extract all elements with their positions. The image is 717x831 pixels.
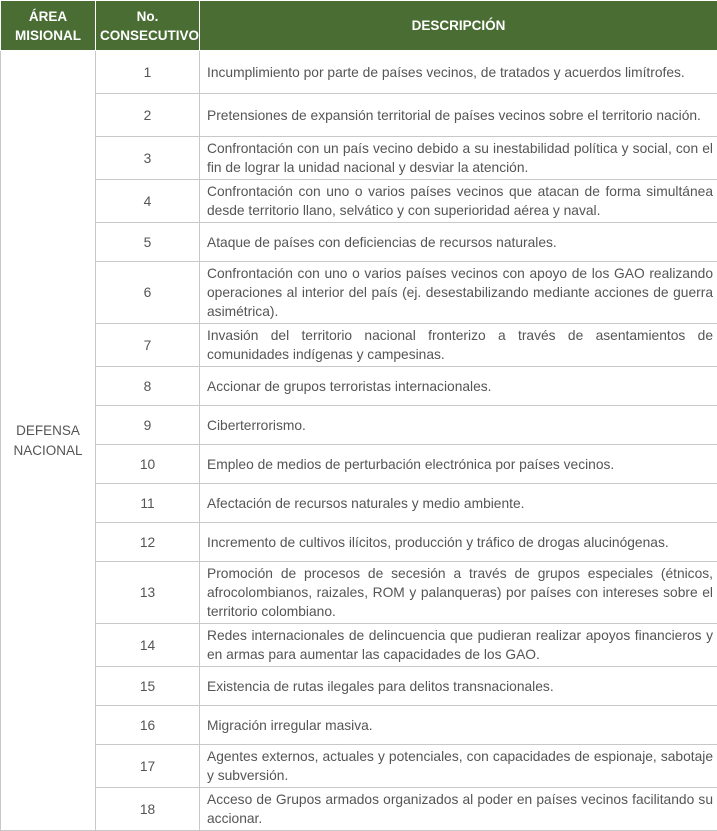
header-descripcion: DESCRIPCIÓN bbox=[200, 1, 717, 51]
row-description: Pretensiones de expansión territorial de países vecinos sobre el territorio nación. bbox=[200, 94, 717, 137]
row-number: 3 bbox=[96, 137, 200, 180]
row-description: Confrontación con un país vecino debido a su inestabilidad política y social, con el fin de lograr la unidad nacional y desviar la atención. bbox=[200, 137, 717, 180]
table-row bbox=[1, 94, 717, 137]
table-row bbox=[1, 223, 717, 262]
header-no-line2: CONSECUTIVO bbox=[100, 28, 199, 43]
table-row bbox=[1, 788, 717, 831]
row-number: 12 bbox=[96, 523, 200, 562]
header-area-line1: ÁREA bbox=[29, 9, 67, 24]
row-description: Ciberterrorismo. bbox=[200, 406, 717, 445]
table-row bbox=[1, 562, 717, 624]
table-row bbox=[1, 667, 717, 706]
row-number: 15 bbox=[96, 667, 200, 706]
table-row bbox=[1, 51, 717, 94]
row-number: 13 bbox=[96, 562, 200, 624]
table-row bbox=[1, 367, 717, 406]
header-no-consecutivo bbox=[96, 1, 200, 51]
table-row bbox=[1, 484, 717, 523]
row-description: Confrontación con uno o varios países vecinos con apoyo de los GAO realizando operaciones al interior del país (ej. desestabilizando mediante acciones de guerra asimétrica). bbox=[200, 262, 717, 324]
row-description: Ataque de países con deficiencias de recursos naturales. bbox=[200, 223, 717, 262]
table-row bbox=[1, 624, 717, 667]
row-number: 2 bbox=[96, 94, 200, 137]
area-line1: DEFENSA bbox=[16, 423, 80, 438]
table-body bbox=[1, 51, 717, 831]
row-description: Afectación de recursos naturales y medio ambiente. bbox=[200, 484, 717, 523]
header-area-misional bbox=[1, 1, 96, 51]
row-number: 11 bbox=[96, 484, 200, 523]
table-row bbox=[1, 406, 717, 445]
row-description: Agentes externos, actuales y potenciales, con capacidades de espionaje, sabotaje y subversión. bbox=[200, 745, 717, 788]
row-number: 16 bbox=[96, 706, 200, 745]
row-description: Incremento de cultivos ilícitos, producción y tráfico de drogas alucinógenas. bbox=[200, 523, 717, 562]
table-row bbox=[1, 745, 717, 788]
area-cell-defensa-nacional bbox=[1, 51, 96, 831]
row-description: Redes internacionales de delincuencia que pudieran realizar apoyos financieros y en armas para aumentar las capacidades de los GAO. bbox=[200, 624, 717, 667]
table-row bbox=[1, 523, 717, 562]
row-number: 10 bbox=[96, 445, 200, 484]
header-area-line2: MISIONAL bbox=[15, 28, 81, 43]
row-number: 5 bbox=[96, 223, 200, 262]
row-description: Empleo de medios de perturbación electrónica por países vecinos. bbox=[200, 445, 717, 484]
row-number: 9 bbox=[96, 406, 200, 445]
table-row bbox=[1, 137, 717, 180]
header-row bbox=[1, 1, 717, 51]
table-row bbox=[1, 262, 717, 324]
row-number: 6 bbox=[96, 262, 200, 324]
table-row bbox=[1, 324, 717, 367]
row-number: 8 bbox=[96, 367, 200, 406]
row-number: 17 bbox=[96, 745, 200, 788]
row-number: 4 bbox=[96, 180, 200, 223]
row-description: Confrontación con uno o varios países vecinos que atacan de forma simultánea desde territorio llano, selvático y con superioridad aérea y naval. bbox=[200, 180, 717, 223]
row-number: 1 bbox=[96, 51, 200, 94]
table-row bbox=[1, 445, 717, 484]
row-number: 14 bbox=[96, 624, 200, 667]
row-number: 18 bbox=[96, 788, 200, 831]
header-no-line1: No. bbox=[137, 9, 159, 24]
row-number: 7 bbox=[96, 324, 200, 367]
table-header bbox=[1, 1, 717, 51]
row-description: Existencia de rutas ilegales para delitos transnacionales. bbox=[200, 667, 717, 706]
row-description: Promoción de procesos de secesión a través de grupos especiales (étnicos, afrocolombianos, raizales, ROM y palanqueras) por países con intereses sobre el territorio colombiano. bbox=[200, 562, 717, 624]
row-description: Incumplimiento por parte de países vecinos, de tratados y acuerdos limítrofes. bbox=[200, 51, 717, 94]
table-row bbox=[1, 180, 717, 223]
area-line2: NACIONAL bbox=[13, 443, 82, 458]
table-row bbox=[1, 706, 717, 745]
row-description: Accionar de grupos terroristas internacionales. bbox=[200, 367, 717, 406]
row-description: Acceso de Grupos armados organizados al poder en países vecinos facilitando su accionar. bbox=[200, 788, 717, 831]
row-description: Migración irregular masiva. bbox=[200, 706, 717, 745]
row-description: Invasión del territorio nacional fronterizo a través de asentamientos de comunidades indígenas y campesinas. bbox=[200, 324, 717, 367]
